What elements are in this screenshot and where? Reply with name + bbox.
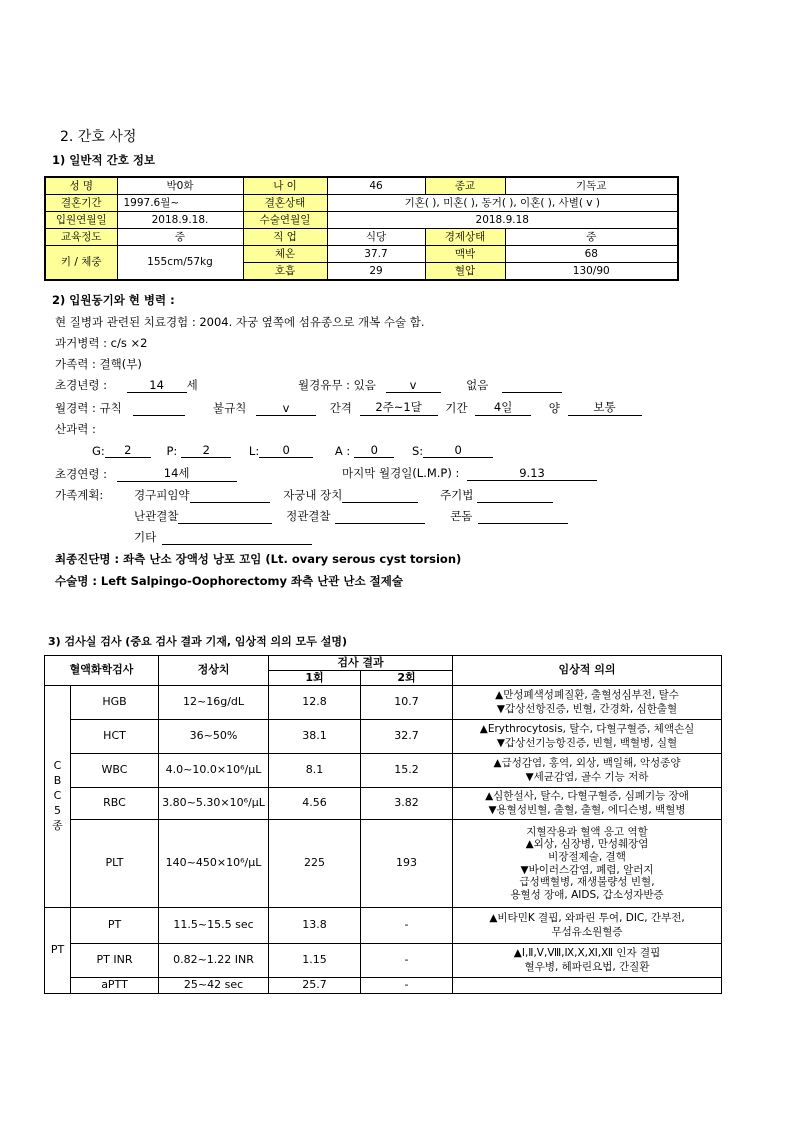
menarche-age: 14: [127, 378, 187, 393]
p-value: 2: [181, 443, 231, 458]
job-label: 직 업: [243, 229, 327, 246]
lmp-line: [342, 465, 597, 481]
marriage-period-label: 결혼기간: [45, 195, 117, 212]
table-row-r1: 12.8: [269, 686, 361, 720]
table-row-normal: 11.5~15.5 sec: [159, 908, 269, 944]
group-pt: PT: [45, 908, 71, 994]
table-row-normal: 4.0~10.0×10⁶/μL: [159, 754, 269, 788]
section-title: 2. 간호 사정: [60, 129, 137, 145]
past-history: 과거병력 : c/s ×2: [55, 336, 148, 350]
lab-results-table: [44, 655, 722, 994]
table-row-r2: -: [361, 978, 453, 994]
g-label: G:: [92, 444, 105, 458]
group-cbc: C B C 5 종: [45, 686, 71, 908]
general-info-table: [44, 176, 679, 281]
religion-value: 기독교: [505, 177, 678, 195]
height-weight-label: 키 / 체중: [45, 246, 117, 281]
education-value: 중: [117, 229, 243, 246]
fp-oral-label: 경구피임약: [134, 488, 190, 502]
bp-value: 130/90: [505, 263, 678, 281]
menarche-unit: 세: [186, 378, 198, 392]
interval-label: 간격: [329, 401, 352, 415]
table-row-r1: 38.1: [269, 720, 361, 754]
religion-label: 종교: [425, 177, 505, 195]
menarche-line: [55, 377, 198, 393]
table-row-r2: 10.7: [361, 686, 453, 720]
present-illness: 현 질병과 관련된 치료경험 : 2004. 자궁 옆쪽에 섬유종으로 개복 수술 함.: [55, 315, 425, 329]
temp-label: 체온: [243, 246, 327, 263]
surgery-date-value: 2018.9.18: [327, 212, 678, 229]
resp-label: 호흡: [243, 263, 327, 281]
g-value: 2: [105, 443, 151, 458]
a-value: 0: [354, 443, 394, 458]
table-row-meaning: ▲Ⅰ,Ⅱ,Ⅴ,Ⅷ,Ⅸ,Ⅹ,Ⅺ,Ⅻ 인자 결핍 혈우병, 헤파린요법, 간질환: [453, 944, 722, 978]
amount-value: 보통: [568, 399, 642, 416]
table-row-test: PT: [71, 908, 159, 944]
family-history: 가족력 : 결핵(부): [55, 357, 142, 371]
menses-label: 월경유무 : 있음: [298, 378, 376, 392]
table-row-test: HGB: [71, 686, 159, 720]
l-value: 0: [259, 443, 313, 458]
table-row-test: RBC: [71, 788, 159, 820]
col-r1-header: 1회: [269, 671, 361, 686]
table-row-r1: 4.56: [269, 788, 361, 820]
menses-no: [502, 379, 562, 393]
fp-cycle-label: 주기법: [440, 488, 474, 502]
fp-row2: [134, 508, 568, 524]
duration-value: 4일: [475, 399, 531, 416]
duration-label: 기간: [445, 401, 468, 415]
history-heading: 2) 입원동기와 현 병력 :: [52, 293, 175, 307]
fp-condom-label: 콘돔: [450, 509, 473, 523]
admit-date-value: 2018.9.18.: [117, 212, 243, 229]
regular-mark: [133, 402, 185, 416]
pulse-label: 맥박: [425, 246, 505, 263]
fp-vas-label: 정관결찰: [286, 509, 331, 523]
table-row-r1: 13.8: [269, 908, 361, 944]
table-row-normal: 0.82~1.22 INR: [159, 944, 269, 978]
table-row-meaning: ▲심한설사, 탈수, 다혈구혈증, 심폐기능 장애 ▼용혈성빈혈, 출혈, 출혈, 에디슨병, 백혈병: [453, 788, 722, 820]
fp-other-blank: [162, 531, 312, 545]
table-row-r1: 225: [269, 820, 361, 908]
bp-label: 혈압: [425, 263, 505, 281]
fp-cycle-blank: [477, 489, 553, 503]
col-r2-header: 2회: [361, 671, 453, 686]
marriage-period-value: 1997.6월~: [117, 195, 243, 212]
col-meaning-header: 임상적 의의: [453, 656, 722, 686]
table-row-normal: 25~42 sec: [159, 978, 269, 994]
fp-label: 가족계획:: [55, 488, 104, 502]
operation-name: 수술명 : Left Salpingo-Oophorectomy 좌측 난관 난소 절제술: [55, 574, 403, 588]
fp-other-label: 기타: [134, 530, 157, 544]
table-row-meaning: ▲비타민K 결핍, 와파린 투여, DIC, 간부전, 무섬유소원혈증: [453, 908, 722, 944]
table-row-r2: -: [361, 944, 453, 978]
final-diagnosis: 최종진단명 : 좌측 난소 장액성 낭포 꼬임 (Lt. ovary serous cyst torsion): [55, 552, 462, 566]
lab-heading: 3) 검사실 검사 (중요 검사 결과 기재, 임상적 의의 모두 설명): [48, 635, 347, 648]
menses-line: [298, 377, 562, 393]
economy-label: 경제상태: [425, 229, 505, 246]
table-row-meaning: 지혈작용과 혈액 응고 역할 ▲외상, 심장병, 만성췌장염 비장절제술, 결핵 ▼바이러스감염, 폐렴, 알러지 급성백혈병, 재생불량성 빈혈, 용혈성 장애, AIDS, 갑소성자반증: [453, 820, 722, 908]
height-weight-value: 155cm/57kg: [117, 246, 243, 281]
age-label: 나 이: [243, 177, 327, 195]
amount-label: 양: [548, 401, 560, 415]
irregular-mark: v: [256, 401, 316, 416]
education-label: 교육정도: [45, 229, 117, 246]
col-normal-header: 정상치: [159, 656, 269, 686]
s-value: 0: [423, 443, 493, 458]
age-value: 46: [327, 177, 425, 195]
ob-history-line: [92, 443, 493, 458]
table-row-normal: 12~16g/dL: [159, 686, 269, 720]
pulse-value: 68: [505, 246, 678, 263]
fp-row1: [134, 487, 553, 503]
temp-value: 37.7: [327, 246, 425, 263]
economy-value: 중: [505, 229, 678, 246]
table-row-r2: 193: [361, 820, 453, 908]
ob-label: 산과력 :: [55, 422, 96, 436]
table-row-normal: 140~450×10⁶/μL: [159, 820, 269, 908]
job-value: 식당: [327, 229, 425, 246]
fp-iud-blank: [342, 489, 418, 503]
menses-yes: v: [386, 378, 441, 393]
fp-row3: [134, 529, 312, 545]
table-row-normal: 3.80~5.30×10⁶/μL: [159, 788, 269, 820]
table-row-test: PLT: [71, 820, 159, 908]
first-age-value: 14세: [117, 465, 237, 482]
table-row-r2: -: [361, 908, 453, 944]
table-row-r2: 15.2: [361, 754, 453, 788]
table-row-meaning: ▲만성폐색성폐질환, 출혈성심부전, 탈수 ▼갑상선항진증, 빈혈, 간경화, 심한출혈: [453, 686, 722, 720]
fp-condom-blank: [478, 510, 568, 524]
fp-tubal-blank: [178, 510, 272, 524]
table-row-test: aPTT: [71, 978, 159, 994]
fp-vas-blank: [335, 510, 425, 524]
table-row-test: WBC: [71, 754, 159, 788]
s-label: S:: [411, 444, 424, 458]
surgery-date-label: 수술연월일: [243, 212, 327, 229]
resp-value: 29: [327, 263, 425, 281]
cycle-line: [55, 399, 642, 416]
table-row-r1: 8.1: [269, 754, 361, 788]
col-result-header: 검사 결과: [269, 656, 453, 671]
l-label: L:: [248, 444, 260, 458]
table-row-r1: 1.15: [269, 944, 361, 978]
p-label: P:: [166, 444, 178, 458]
name-value: 박0화: [117, 177, 243, 195]
cycle-label: 월경력 : 규칙: [55, 401, 122, 415]
first-age-line: [55, 465, 237, 482]
admit-date-label: 입원연월일: [45, 212, 117, 229]
first-age-label: 초경연령 :: [55, 467, 107, 481]
table-row-r1: 25.7: [269, 978, 361, 994]
a-label: A :: [334, 444, 351, 458]
col-test-header: 혈액화학검사: [45, 656, 159, 686]
table-row-r2: 3.82: [361, 788, 453, 820]
lmp-label: 마지막 월경일(L.M.P) :: [342, 466, 460, 480]
table-row-normal: 36~50%: [159, 720, 269, 754]
fp-tubal-label: 난관결찰: [134, 509, 179, 523]
table-row-test: PT INR: [71, 944, 159, 978]
general-info-heading: 1) 일반적 간호 정보: [52, 153, 156, 167]
lmp-value: 9.13: [467, 466, 597, 481]
fp-iud-label: 자궁내 장치: [283, 488, 343, 502]
table-row-meaning: [453, 978, 722, 994]
name-label: 성 명: [45, 177, 117, 195]
table-row-meaning: ▲Erythrocytosis, 탈수, 다혈구혈증, 체액손실 ▼갑상선기능항진증, 빈혈, 백혈병, 실혈: [453, 720, 722, 754]
fp-oral-blank: [190, 489, 270, 503]
menses-no-label: 없음: [466, 378, 489, 392]
marriage-status-value: 기혼( ), 미혼( ), 동거( ), 이혼( ), 사별( v ): [327, 195, 678, 212]
menarche-label: 초경년령 :: [55, 378, 107, 392]
table-row-r2: 32.7: [361, 720, 453, 754]
irregular-label: 불규칙: [213, 401, 247, 415]
marriage-status-label: 결혼상태: [243, 195, 327, 212]
table-row-test: HCT: [71, 720, 159, 754]
interval-value: 2주~1달: [360, 399, 438, 416]
table-row-meaning: ▲급성감염, 홍역, 외상, 백일해, 악성종양 ▼세균감염, 골수 기능 저하: [453, 754, 722, 788]
